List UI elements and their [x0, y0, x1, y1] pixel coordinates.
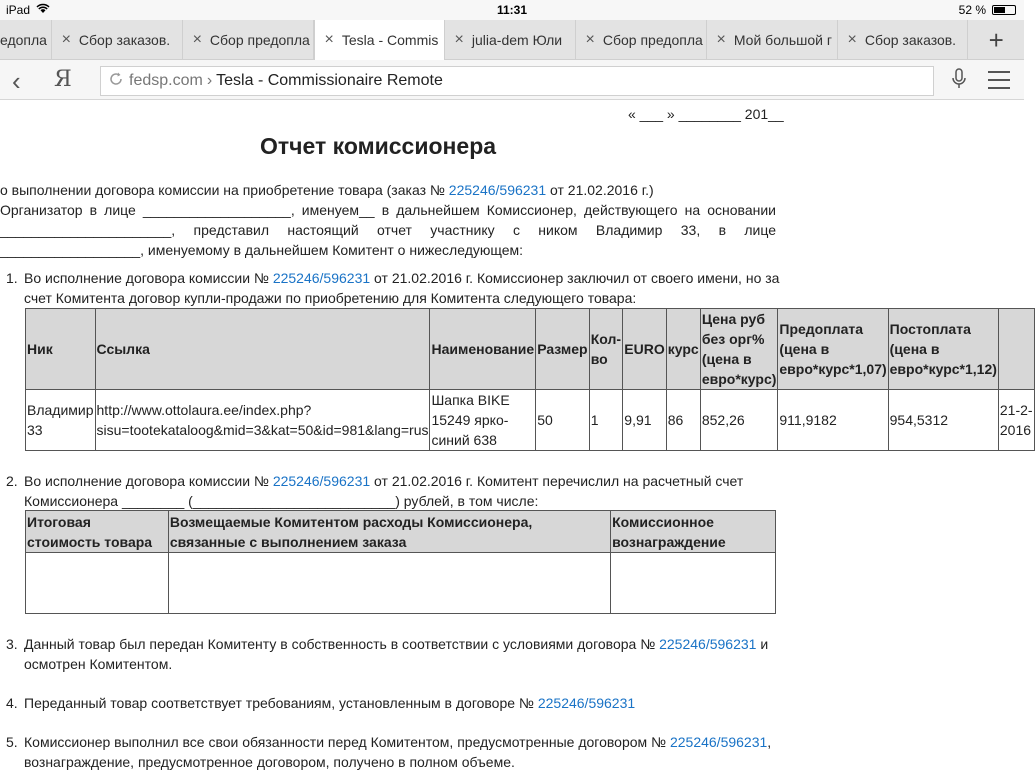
tab-4[interactable] — [445, 20, 576, 60]
tab-2[interactable] — [183, 20, 314, 60]
address-separator: › — [206, 72, 213, 89]
battery-percent: 52 % — [958, 3, 986, 17]
tab-close-icon[interactable]: × — [847, 31, 857, 48]
new-tab-button[interactable]: + — [988, 24, 1004, 55]
col-header: Предоплата (цена в евро*курс*1,07) — [778, 309, 888, 390]
tab-close-icon[interactable]: × — [585, 31, 595, 48]
tab-label: Сбор предопла — [209, 32, 310, 48]
yandex-logo-icon[interactable]: Я — [54, 67, 72, 92]
clock: 11:31 — [496, 3, 528, 17]
tab-close-icon[interactable]: × — [61, 31, 71, 48]
tab-close-icon[interactable]: × — [716, 31, 726, 48]
tab-label: Tesla - Commis — [341, 32, 439, 48]
goods-table — [25, 308, 1035, 451]
tab-close-icon[interactable]: × — [192, 31, 202, 48]
tab-7[interactable] — [838, 20, 969, 60]
cell-euro: 9,91 — [623, 390, 666, 451]
col-header: Ник — [26, 309, 96, 390]
status-bar — [0, 0, 1024, 20]
tab-3-active[interactable] — [314, 20, 445, 60]
tab-label: Мой большой г — [733, 32, 832, 48]
col-header: Итоговая стоимость товара — [26, 511, 169, 553]
col-header: Ссылка — [95, 309, 430, 390]
cell-empty — [168, 553, 610, 614]
address-host: fedsp.com — [129, 72, 203, 89]
order-link[interactable]: 225246/596231 — [659, 636, 757, 652]
payment-table — [25, 510, 776, 614]
item-number: 1. — [6, 270, 18, 286]
cell-link: http://www.ottolaura.ee/index.php?sisu=tootekataloog&mid=3&kat=50&id=981&lang=rus — [95, 390, 430, 451]
tab-label: Сбор заказов. — [864, 32, 957, 48]
address-page-title: Tesla - Commissionaire Remote — [216, 72, 443, 89]
tab-label: julia-dem Юли — [471, 32, 563, 48]
cell-name: Шапка BIKE 15249 ярко-синий 638 — [430, 390, 536, 451]
tab-close-icon[interactable]: × — [324, 31, 334, 48]
table-row — [26, 390, 1035, 451]
cell-postpay: 954,5312 — [888, 390, 998, 451]
tab-0[interactable]: едопла — [0, 20, 52, 60]
item-2-text: Во исполнение договора комиссии № 225246/596231 от 21.02.2016 г. Комитент перечислил на расчетный счет Комиссионера ________ (__________________________) рублей, в том числе: — [24, 473, 744, 509]
tab-1[interactable] — [52, 20, 183, 60]
col-header: Кол-во — [589, 309, 623, 390]
col-header: Комиссионное вознаграждение — [611, 511, 776, 553]
col-header: Цена руб без орг% (цена в евро*курс) — [700, 309, 778, 390]
cell-price-rub: 852,26 — [700, 390, 778, 451]
intro-line: о выполнении договора комиссии на приобретение товара (заказ № 225246/596231 от 21.02.2016 г.) — [0, 182, 654, 198]
back-icon[interactable]: ‹ — [12, 66, 21, 96]
order-link[interactable]: 225246/596231 — [272, 473, 371, 489]
tab-5[interactable] — [576, 20, 707, 60]
cell-date: 21-2-2016 — [998, 390, 1034, 451]
reload-icon[interactable] — [109, 72, 123, 91]
cell-size: 50 — [536, 390, 590, 451]
col-header: курс — [666, 309, 700, 390]
goods-table-header — [26, 309, 1035, 390]
device-name: iPad — [6, 3, 31, 17]
item-number: 5. — [6, 734, 18, 750]
order-link[interactable]: 225246/596231 — [448, 182, 547, 198]
col-header: EURO — [623, 309, 666, 390]
item-5-text: Комиссионер выполнил все свои обязанности перед Комитентом, предусмотренные договором № 225246/596231, вознаграждение, предусмотренное договором, получено в полном объеме. — [24, 734, 772, 770]
tab-label: Сбор заказов. — [78, 32, 171, 48]
cell-empty — [26, 553, 169, 614]
address-field[interactable] — [100, 66, 934, 96]
preamble-paragraph: Организатор в лице ___________________, именуем__ в дальнейшем Комиссионер, действующего на основании ______________________, представил настоящий отчет участнику с ником Владимир 33, в лице __________________, именуемому в дальнейшем Комитент о нижеследующем: — [0, 202, 776, 258]
col-header: Размер — [536, 309, 590, 390]
cell-nick: Владимир 33 — [26, 390, 96, 451]
cell-qty: 1 — [589, 390, 623, 451]
menu-icon[interactable] — [988, 71, 1010, 95]
item-1-text: Во исполнение договора комиссии № 225246/596231 от 21.02.2016 г. Комиссионер заключил от своего имени, но за счет Комитента договор купли-продажи по приобретению для Комитента следующего товара: — [24, 270, 780, 306]
item-number: 3. — [6, 636, 18, 652]
col-header: Возмещаемые Комитентом расходы Комиссионера, связанные с выполнением заказа — [168, 511, 610, 553]
item-number: 4. — [6, 695, 18, 711]
col-header: Постоплата (цена в евро*курс*1,12) — [888, 309, 998, 390]
cell-empty — [611, 553, 776, 614]
tab-bar — [0, 20, 1024, 60]
col-header — [998, 309, 1034, 390]
tab-close-icon[interactable]: × — [454, 31, 464, 48]
page-title: Отчет комиссионера — [260, 133, 497, 159]
microphone-icon[interactable] — [951, 68, 967, 95]
tab-6[interactable] — [707, 20, 838, 60]
order-link[interactable]: 225246/596231 — [537, 695, 636, 711]
payment-table-header — [26, 511, 776, 553]
order-link[interactable]: 225246/596231 — [669, 734, 768, 750]
item-4-text: Переданный товар соответствует требованиям, установленным в договоре № 225246/596231 — [24, 695, 636, 711]
item-3-text: Данный товар был передан Комитенту в собственность в соответствии с условиями договора № 225246/596231 и осмотрен Комитентом. — [24, 636, 769, 672]
table-row — [26, 553, 776, 614]
document-page — [0, 100, 1033, 770]
address-bar-row — [0, 60, 1024, 100]
order-link[interactable]: 225246/596231 — [272, 270, 371, 286]
date-line: « ___ » ________ 201__ — [628, 106, 784, 122]
cell-prepay: 911,9182 — [778, 390, 888, 451]
battery-icon — [992, 5, 1016, 15]
cell-rate: 86 — [666, 390, 700, 451]
tab-label: Сбор предопла — [602, 32, 703, 48]
item-number: 2. — [6, 473, 18, 489]
col-header: Наименование — [430, 309, 536, 390]
